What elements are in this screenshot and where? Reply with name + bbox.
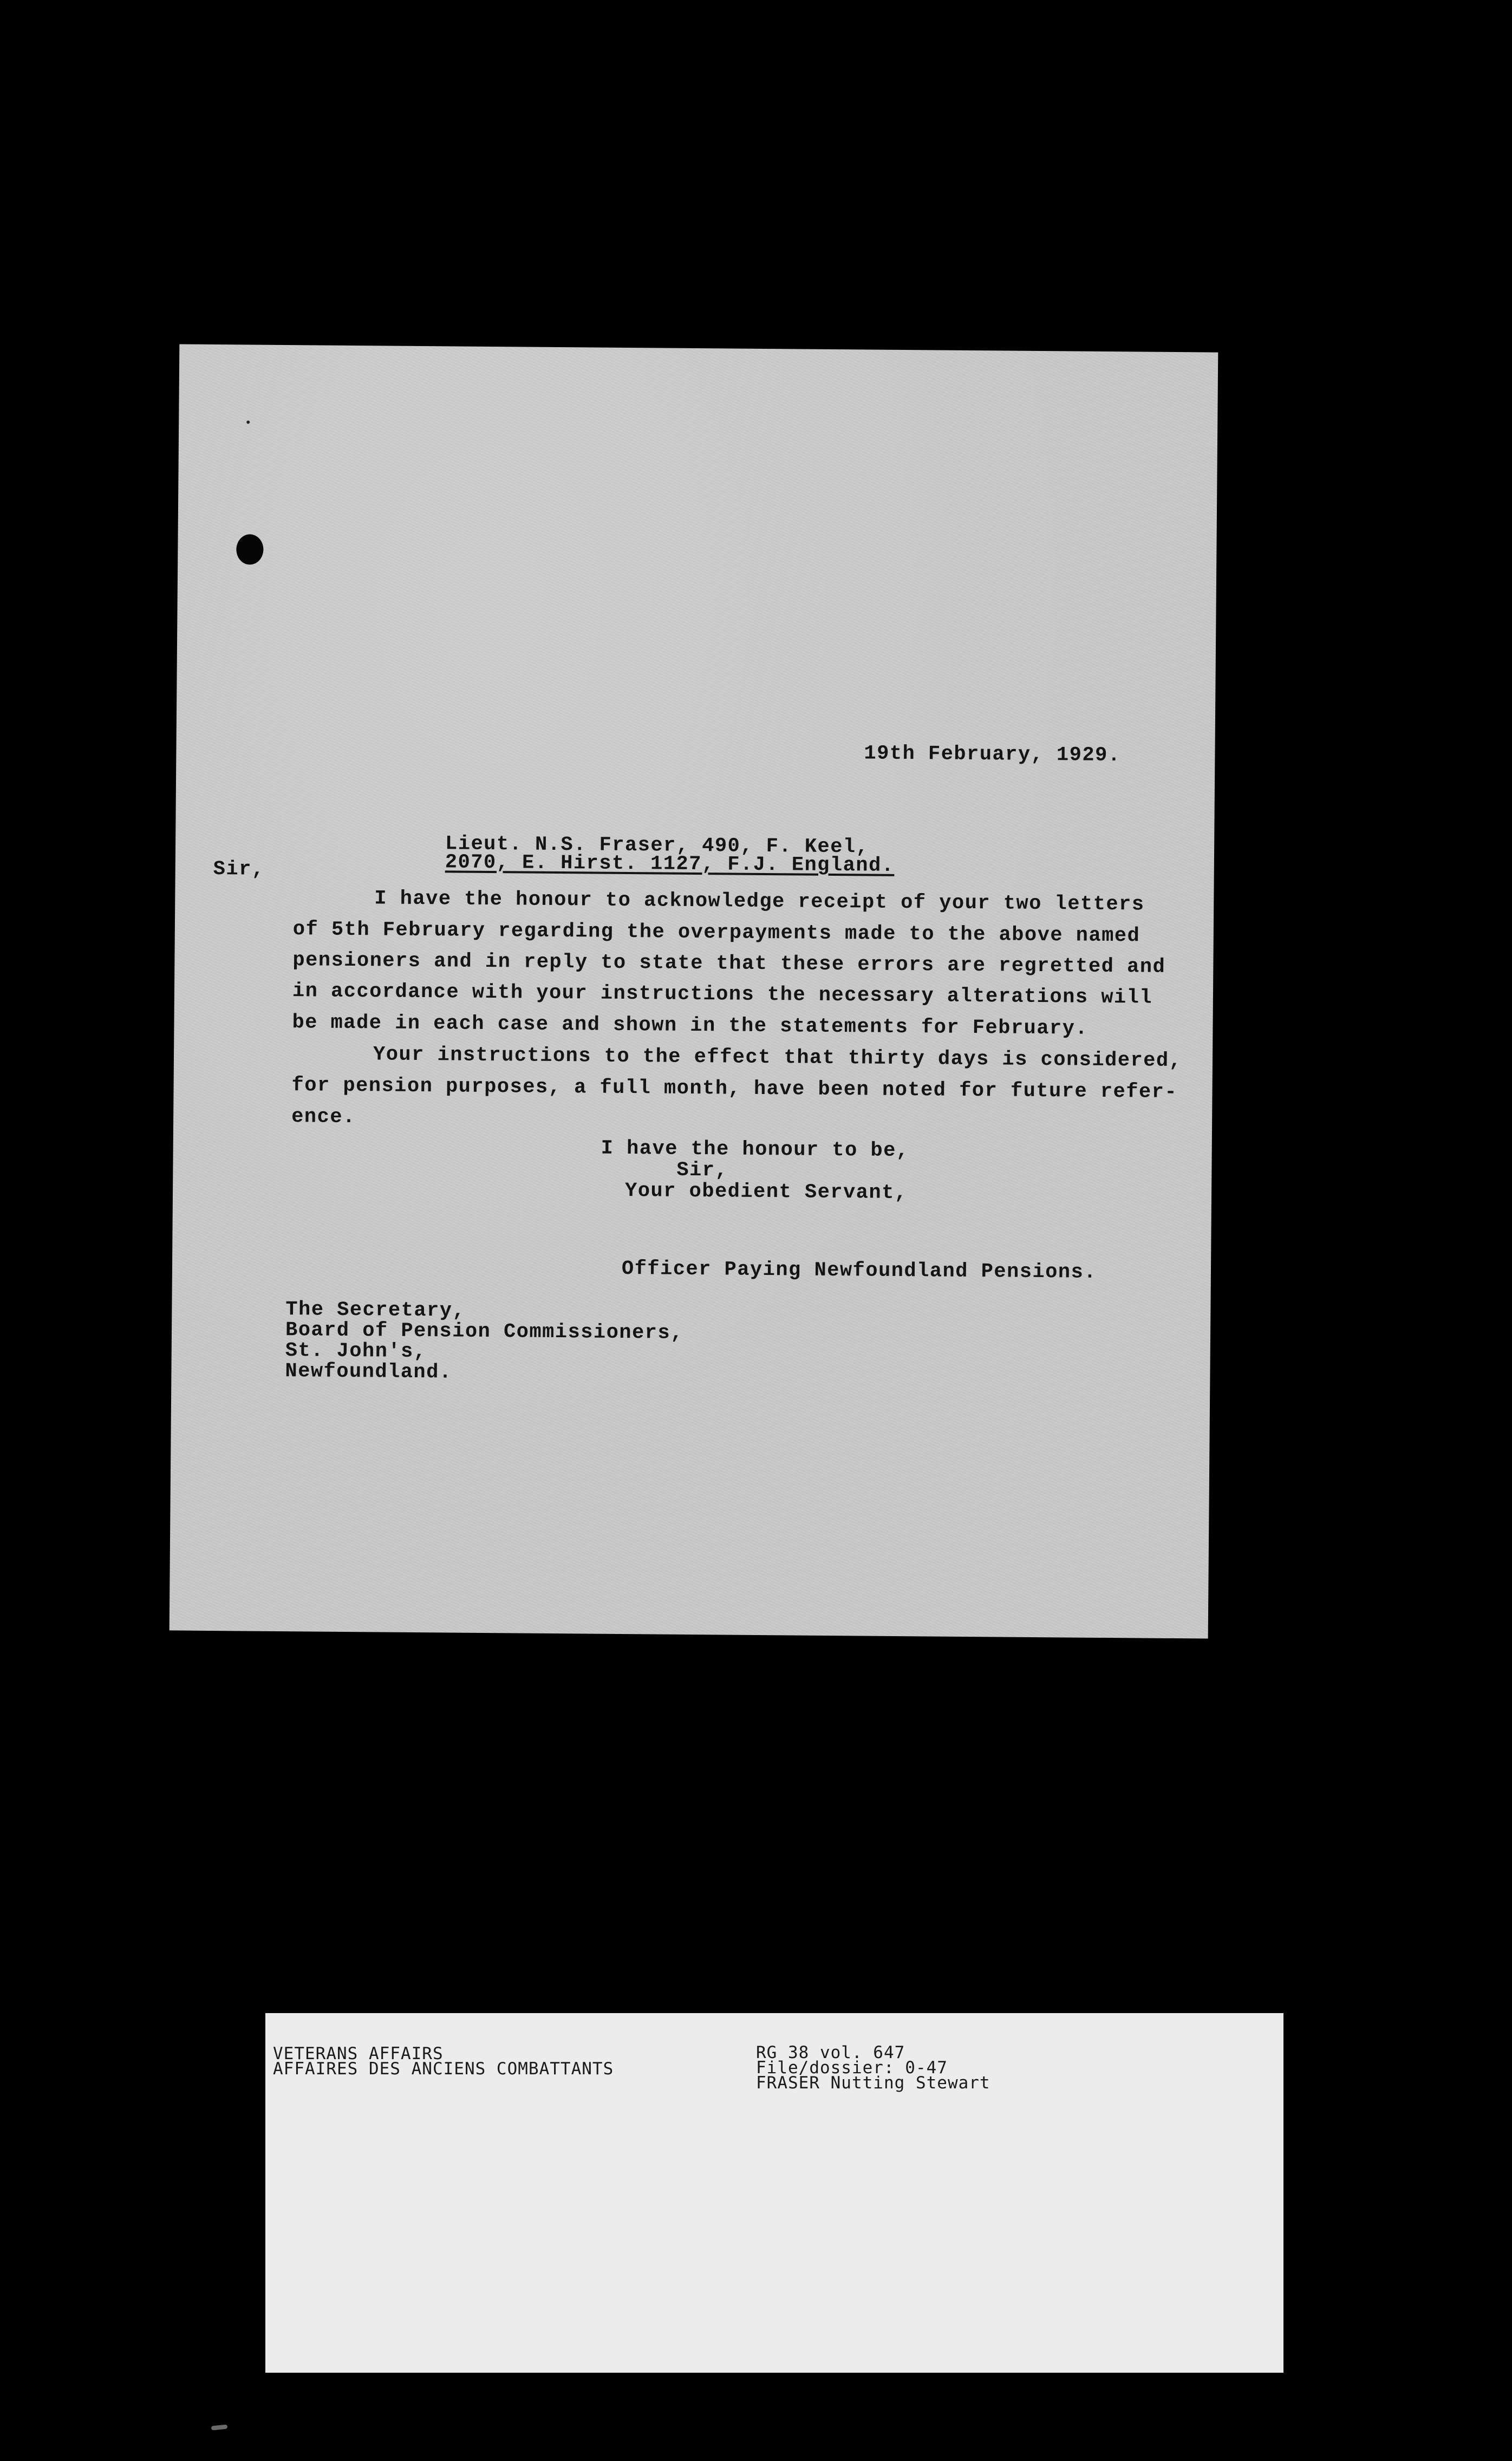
body-line-5: be made in each case and shown in the statements for February. xyxy=(292,1011,1089,1040)
closing-line-3: Your obedient Servant, xyxy=(624,1180,908,1205)
body-line-8: ence. xyxy=(291,1105,356,1129)
body-line-7: for pension purposes, a full month, have been noted for future refer- xyxy=(291,1074,1178,1104)
reference-line-2: 2070, E. Hirst. 1127, F.J. England. xyxy=(445,851,895,877)
body-line-4: in accordance with your instructions the necessary alterations will xyxy=(292,980,1153,1010)
letter-date: 19th February, 1929. xyxy=(864,742,1121,767)
punch-hole xyxy=(236,534,263,564)
signature-title: Officer Paying Newfoundland Pensions. xyxy=(621,1257,1097,1284)
ink-speck xyxy=(246,420,250,424)
addressee-line-2: Board of Pension Commissioners, xyxy=(285,1319,684,1345)
card-department-en: VETERANS AFFAIRS xyxy=(273,2044,444,2063)
scan-mark xyxy=(211,2424,228,2430)
reference-line-1: Lieut. N.S. Fraser, 490, F. Keel, xyxy=(445,832,869,859)
addressee-line-1: The Secretary, xyxy=(285,1298,466,1323)
salutation: Sir, xyxy=(213,858,265,881)
addressee-line-4: Newfoundland. xyxy=(285,1360,452,1384)
card-file-number: File/dossier: 0-47 xyxy=(756,2058,948,2078)
closing-line-2: Sir, xyxy=(676,1158,728,1182)
letter-page xyxy=(170,344,1218,1639)
card-subject-name: FRASER Nutting Stewart xyxy=(756,2073,990,2093)
card-record-group: RG 38 vol. 647 xyxy=(756,2043,905,2062)
body-line-2: of 5th February regarding the overpayments made to the above named xyxy=(292,918,1140,948)
archive-reference-card xyxy=(265,2013,1283,2373)
body-line-3: pensioners and in reply to state that these errors are regretted and xyxy=(292,949,1166,979)
addressee-line-3: St. John's, xyxy=(285,1339,427,1364)
body-line-1: I have the honour to acknowledge receipt of your two letters xyxy=(374,887,1145,916)
body-line-6: Your instructions to the effect that thirty days is considered, xyxy=(373,1043,1182,1073)
closing-line-1: I have the honour to be, xyxy=(601,1137,909,1163)
card-department-fr: AFFAIRES DES ANCIENS COMBATTANTS xyxy=(273,2059,614,2079)
